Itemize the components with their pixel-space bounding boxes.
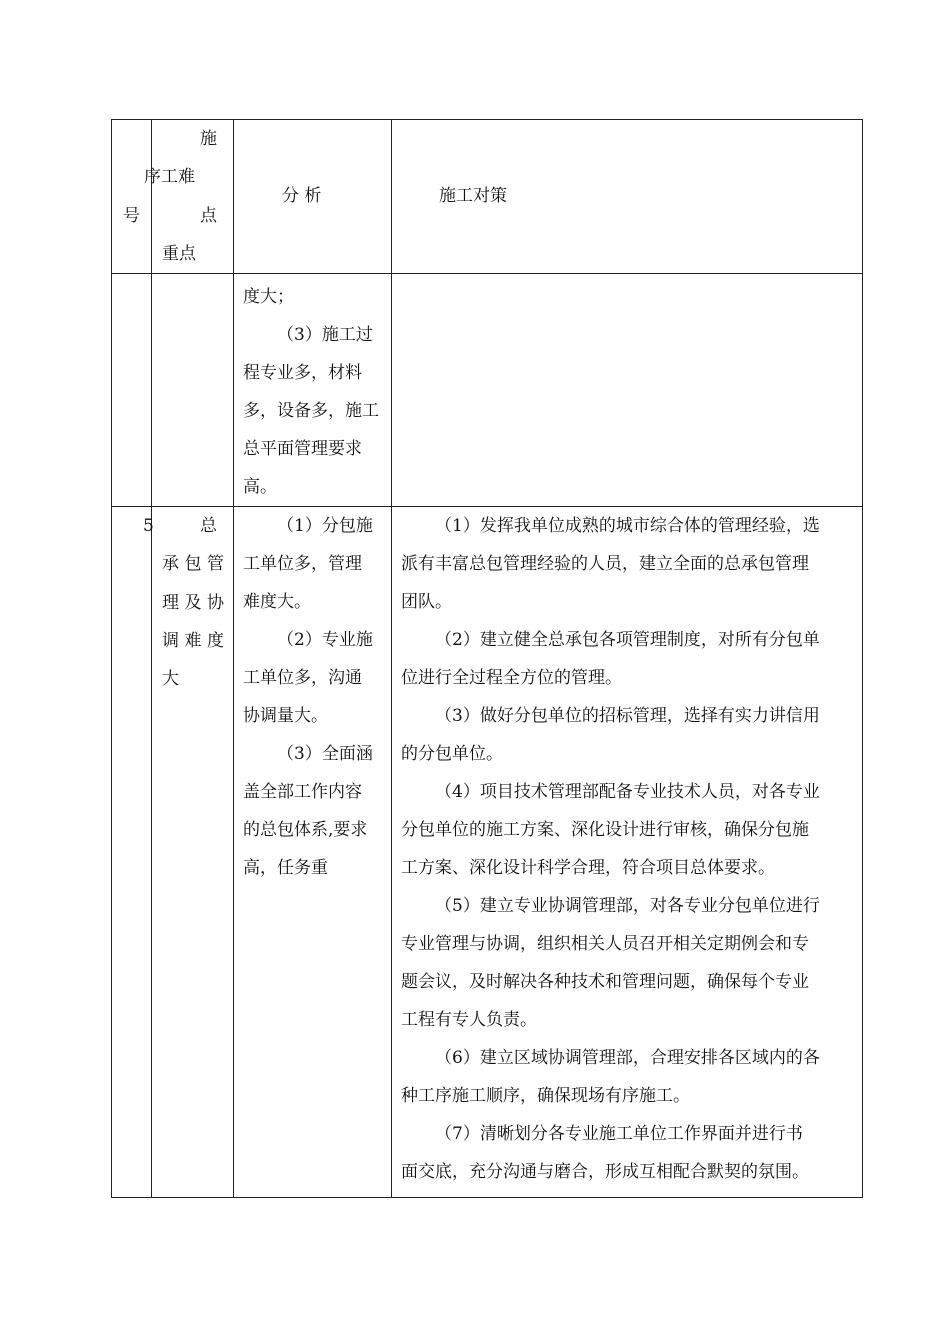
- analysis-line: 的总包体系,要求: [243, 820, 368, 840]
- analysis-line: 工单位多，管理: [243, 554, 362, 574]
- header-difficulty-line: 序工难: [144, 167, 195, 187]
- row5-measure-cell: [392, 507, 863, 1198]
- header-difficulty-line: 点: [200, 206, 217, 226]
- analysis-line: 总平面管理要求: [243, 439, 362, 459]
- row5-difficulty-cell: [152, 507, 234, 1198]
- measure-line: （4）项目技术管理部配备专业技术人员，对各专业: [435, 782, 820, 802]
- measure-line: （7）清晰划分各专业施工单位工作界面并进行书: [435, 1124, 803, 1144]
- row5-analysis-cell: [234, 507, 392, 1198]
- analysis-line: （3）全面涵: [277, 744, 373, 764]
- header-seq-cell: [112, 120, 152, 274]
- continued-seq-cell: [112, 274, 152, 507]
- header-difficulty-line: 施: [200, 129, 217, 149]
- measure-line: 专业管理与协调，组织相关人员召开相关定期例会和专: [401, 934, 809, 954]
- difficulty-line: 理及协: [162, 593, 224, 613]
- analysis-line: 难度大。: [243, 592, 311, 612]
- analysis-line: 高，任务重: [243, 858, 328, 878]
- header-analysis-label: 分 析: [282, 186, 322, 206]
- difficulty-line: 大: [162, 669, 179, 689]
- difficulty-analysis-table: [111, 119, 863, 1198]
- header-analysis-cell: [234, 120, 392, 274]
- measure-line: 面交底，充分沟通与磨合，形成互相配合默契的氛围。: [401, 1162, 809, 1182]
- difficulty-line: 调难度: [162, 631, 224, 651]
- measure-line: （3）做好分包单位的招标管理，选择有实力讲信用: [435, 706, 820, 726]
- analysis-line: 工单位多，沟通: [243, 668, 362, 688]
- header-difficulty-cell: [144, 120, 234, 274]
- row5-seq-number: 5: [143, 516, 154, 536]
- measure-line: 题会议，及时解决各种技术和管理问题，确保每个专业: [401, 972, 809, 992]
- measure-line: （2）建立健全总承包各项管理制度，对所有分包单: [435, 630, 820, 650]
- analysis-line: （1）分包施: [277, 516, 373, 536]
- table-header-row: [112, 120, 863, 274]
- header-measure-cell: [392, 120, 863, 274]
- header-seq-label: 号: [123, 206, 140, 226]
- measure-line: （6）建立区域协调管理部，合理安排各区域内的各: [435, 1048, 820, 1068]
- difficulty-line: 总: [200, 516, 217, 536]
- table-row-continued: [112, 274, 863, 507]
- header-measure-label: 施工对策: [439, 186, 507, 206]
- analysis-line: 程专业多，材料: [243, 363, 362, 383]
- header-difficulty-line: 重点: [162, 244, 196, 264]
- analysis-line: （2）专业施: [277, 630, 373, 650]
- analysis-line: 高。: [243, 477, 277, 497]
- measure-line: 种工序施工顺序，确保现场有序施工。: [401, 1086, 690, 1106]
- analysis-line: 度大；: [243, 287, 294, 307]
- analysis-line: 盖全部工作内容: [243, 782, 362, 802]
- measure-line: 工方案、深化设计科学合理，符合项目总体要求。: [401, 858, 775, 878]
- continued-difficulty-cell: [152, 274, 234, 507]
- row5-seq-cell: [112, 507, 152, 1198]
- measure-line: 团队。: [401, 592, 452, 612]
- measure-line: 工程有专人负责。: [401, 1010, 537, 1030]
- continued-analysis-cell: [234, 274, 392, 507]
- measure-line: （5）建立专业协调管理部，对各专业分包单位进行: [435, 896, 820, 916]
- measure-line: （1）发挥我单位成熟的城市综合体的管理经验，选: [435, 516, 820, 536]
- continued-measure-cell: [392, 274, 863, 507]
- measure-line: 的分包单位。: [401, 744, 503, 764]
- table-row-5: [112, 507, 863, 1198]
- measure-line: 位进行全过程全方位的管理。: [401, 668, 622, 688]
- analysis-line: （3）施工过: [277, 325, 373, 345]
- analysis-line: 多，设备多，施工: [243, 401, 379, 421]
- measure-line: 派有丰富总包管理经验的人员，建立全面的总承包管理: [401, 554, 809, 574]
- measure-line: 分包单位的施工方案、深化设计进行审核，确保分包施: [401, 820, 809, 840]
- analysis-line: 协调量大。: [243, 706, 328, 726]
- difficulty-line: 承包管: [162, 554, 224, 574]
